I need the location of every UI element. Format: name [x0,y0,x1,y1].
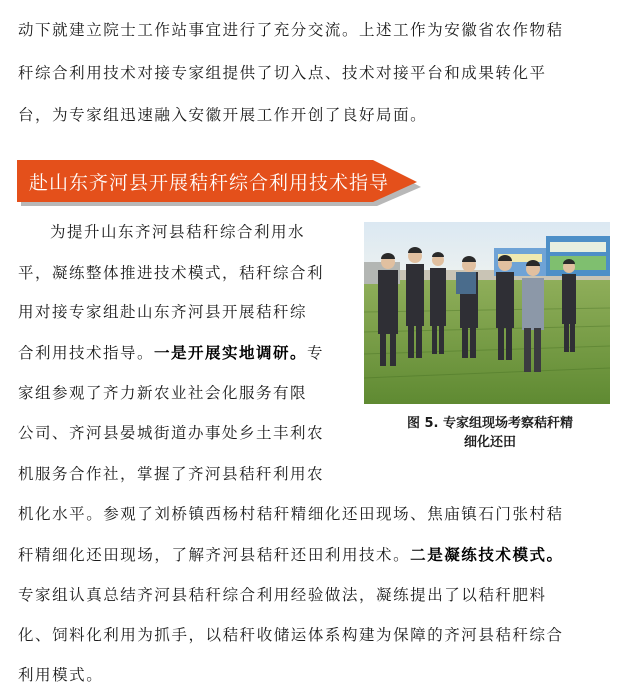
key-point-2: 二是凝练技术模式。 [410,545,564,564]
figure-caption-line-1: 图 5. 专家组现场考察秸秆精 [406,416,574,431]
body-line-4 [18,343,324,363]
body-line-7: 机服务合作社，掌握了齐河县秸秆利用农 [18,465,325,483]
body-line-5: 家组参观了齐力新农业社会化服务有限 [18,384,308,402]
body-line-9 [18,545,564,565]
intro-line-1: 动下就建立院士工作站事宜进行了充分交流。上述工作为安徽省农作物秸 [18,21,564,39]
section-banner [17,160,421,206]
body-line-2: 平，凝练整体推进技术模式，秸秆综合利 [18,264,325,282]
body-line-9-text: 秆精细化还田现场，了解齐河县秸秆还田利用技术。 [18,546,411,564]
body-line-10: 专家组认真总结齐河县秸秆综合利用经验做法，凝练提出了以秸秆肥料 [18,586,547,604]
body-line-8: 机化水平。参观了刘桥镇西杨村秸秆精细化还田现场、焦庙镇石门张村秸 [18,505,564,523]
figure-caption [372,414,608,452]
body-line-4-tail: 专 [307,344,325,362]
body-line-3: 用对接专家组赴山东齐河县开展秸秆综 [18,303,308,321]
intro-line-2: 秆综合利用技术对接专家组提供了切入点、技术对接平台和成果转化平 [18,64,547,82]
body-line-4-text: 合利用技术指导。 [18,344,155,362]
body-line-11: 化、饲料化利用为抓手，以秸秆收储运体系构建为保障的齐河县秸秆综合 [18,626,564,644]
key-point-1: 一是开展实地调研。 [154,343,308,362]
intro-line-3: 台，为专家组迅速融入安徽开展工作开创了良好局面。 [18,106,428,124]
body-line-12: 利用模式。 [18,666,104,684]
field-inspection-photo [364,222,610,404]
body-line-1: 为提升山东齐河县秸秆综合利用水 [50,223,306,241]
figure-caption-line-2: 细化还田 [463,435,516,450]
body-line-6: 公司、齐河县晏城街道办事处乡土丰利农 [18,424,325,442]
section-heading: 赴山东齐河县开展秸秆综合利用技术指导 [29,172,390,194]
